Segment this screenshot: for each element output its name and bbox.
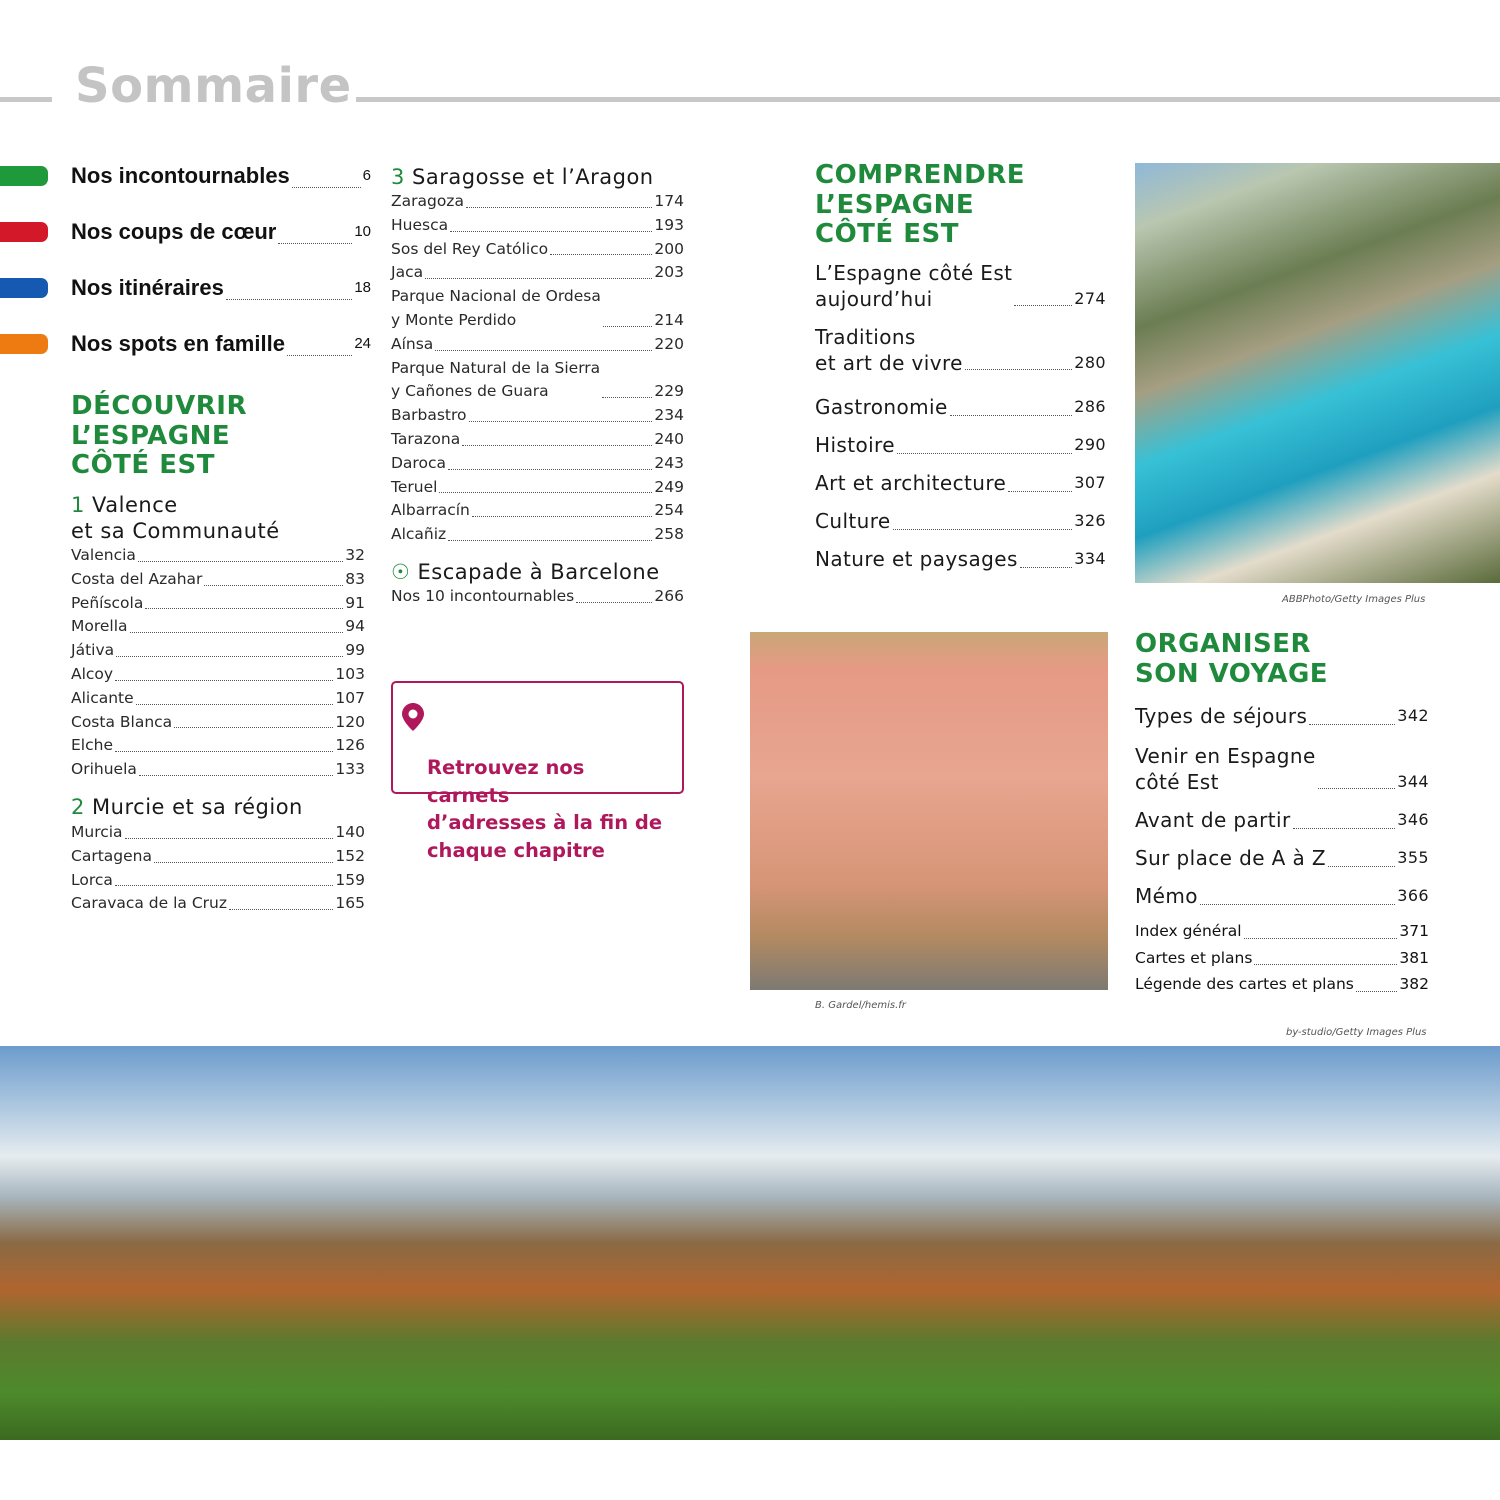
dot-leader xyxy=(435,350,652,351)
chapter-name: Saragosse et l’Aragon xyxy=(404,165,654,189)
chapter-name: Murcie et sa région xyxy=(84,795,303,819)
chapter-3-title xyxy=(391,164,654,190)
photo-palace-facade xyxy=(750,632,1108,990)
toc-entry[interactable] xyxy=(391,190,684,214)
photo-panorama-mallos xyxy=(0,1046,1500,1440)
toc-entry[interactable] xyxy=(391,428,684,452)
escapade-name: Escapade à Barcelone xyxy=(417,560,660,584)
entry-label: Sos del Rey Católico xyxy=(391,239,549,258)
toc-entry[interactable] xyxy=(71,663,365,687)
dot-leader xyxy=(950,415,1073,416)
highlight-entry xyxy=(71,204,371,260)
dot-leader xyxy=(125,838,334,839)
entry-page: 240 xyxy=(654,429,684,448)
entry-label: Parque Nacional de Ordesa y Monte Perdido xyxy=(391,287,601,329)
entry-label: Cartagena xyxy=(71,846,152,865)
entry-label: Parque Natural de la Sierra y Cañones de Guara xyxy=(391,358,601,401)
entry-label: Cartes et plans xyxy=(1135,948,1253,967)
toc-entry[interactable] xyxy=(71,845,365,869)
toc-entry[interactable] xyxy=(71,260,371,316)
toc-entry[interactable] xyxy=(391,404,684,428)
entry-page: 24 xyxy=(354,335,371,352)
entry-label: Nos coups de cœur xyxy=(71,219,277,244)
entry-page: 254 xyxy=(654,501,684,520)
entry-label: Mémo xyxy=(1135,884,1198,908)
section-heading-organiser: ORGANISER SON VOYAGE xyxy=(1135,629,1329,689)
toc-entry[interactable] xyxy=(1135,697,1429,735)
dot-leader xyxy=(115,680,333,681)
dot-leader xyxy=(897,453,1072,454)
toc-entry[interactable] xyxy=(71,734,365,758)
chapter-2-title xyxy=(71,794,303,820)
entry-label: Traditions et art de vivre xyxy=(815,325,963,375)
entry-page: 355 xyxy=(1397,848,1429,867)
entry-label: Costa Blanca xyxy=(71,712,173,731)
toc-entry[interactable] xyxy=(1135,801,1429,839)
dot-leader xyxy=(1244,938,1398,939)
photo-credit-cove: ABBPhoto/Getty Images Plus xyxy=(1282,594,1426,605)
photo-credit-panorama: by-studio/Getty Images Plus xyxy=(1286,1027,1427,1038)
page-title: Sommaire xyxy=(75,58,352,114)
section-heading-comprendre: COMPRENDRE L’ESPAGNE CÔTÉ EST xyxy=(815,160,1026,249)
entry-label: Histoire xyxy=(815,433,895,457)
entry-label: Alcoy xyxy=(71,664,114,683)
entry-page: 103 xyxy=(335,664,365,683)
entry-page: 107 xyxy=(335,688,365,707)
dot-leader xyxy=(229,909,333,910)
entry-page: 342 xyxy=(1397,706,1429,725)
dot-leader xyxy=(448,540,652,541)
toc-entry[interactable] xyxy=(1135,877,1429,915)
entry-label: Teruel xyxy=(391,477,438,496)
entry-page: 220 xyxy=(654,334,684,353)
entry-page: 18 xyxy=(354,279,371,296)
entry-page: 286 xyxy=(1074,397,1106,416)
entry-page: 214 xyxy=(654,310,684,329)
dot-leader xyxy=(116,656,343,657)
entry-page: 6 xyxy=(362,167,371,184)
dot-leader xyxy=(139,775,334,776)
escapade-title xyxy=(391,559,660,585)
entry-label: Alcañiz xyxy=(391,525,447,544)
entry-page: 99 xyxy=(345,641,365,660)
entry-label: Orihuela xyxy=(71,760,137,779)
entry-page: 200 xyxy=(654,239,684,258)
entry-page: 307 xyxy=(1074,473,1106,492)
toc-entry[interactable] xyxy=(815,260,1106,312)
highlight-color-bar xyxy=(0,222,48,242)
toc-entry[interactable] xyxy=(71,711,365,735)
dot-leader xyxy=(448,469,652,470)
dot-leader xyxy=(292,187,361,188)
entry-page: 165 xyxy=(335,894,365,913)
title-rule-left xyxy=(0,97,52,102)
map-pin-icon xyxy=(402,703,424,731)
toc-entry[interactable] xyxy=(71,639,365,663)
entry-page: 280 xyxy=(1074,353,1106,372)
dot-leader xyxy=(1293,828,1396,829)
dot-leader xyxy=(602,397,652,398)
dot-leader xyxy=(1008,491,1072,492)
toc-entry[interactable] xyxy=(815,464,1106,502)
dot-leader xyxy=(174,727,333,728)
entry-label: Culture xyxy=(815,509,891,533)
toc-entry[interactable] xyxy=(391,357,684,405)
entry-page: 203 xyxy=(654,263,684,282)
entry-page: 10 xyxy=(354,223,371,240)
dot-leader xyxy=(226,299,352,300)
entry-label: Nos incontournables xyxy=(71,163,290,188)
toc-entry[interactable] xyxy=(1135,839,1429,877)
organiser-small-list xyxy=(1135,918,1429,998)
dot-leader xyxy=(425,278,652,279)
dot-leader xyxy=(469,421,653,422)
toc-entry[interactable] xyxy=(815,426,1106,464)
highlight-color-bar xyxy=(0,166,48,186)
dot-leader xyxy=(893,529,1073,530)
toc-entry[interactable] xyxy=(1135,743,1429,795)
entry-page: 243 xyxy=(654,453,684,472)
dot-leader xyxy=(550,254,652,255)
toc-entry[interactable] xyxy=(391,333,684,357)
dot-leader xyxy=(154,862,333,863)
dot-leader xyxy=(130,632,344,633)
chapter-1-title xyxy=(71,492,280,544)
entry-label: Zaragoza xyxy=(391,192,464,210)
entry-label: Légende des cartes et plans xyxy=(1135,975,1354,993)
entry-page: 94 xyxy=(345,617,365,636)
entry-page: 120 xyxy=(335,712,365,731)
dot-leader xyxy=(1318,788,1396,789)
dot-leader xyxy=(278,243,352,244)
entry-label: Nos spots en famille xyxy=(71,331,285,356)
entry-label: Barbastro xyxy=(391,406,467,425)
dot-leader xyxy=(965,369,1072,370)
organiser-list xyxy=(1135,697,1429,915)
section-heading-decouvrir: DÉCOUVRIR L’ESPAGNE CÔTÉ EST xyxy=(71,391,247,480)
entry-label: Aínsa xyxy=(391,334,434,353)
photo-coast-cove xyxy=(1135,163,1500,583)
dot-leader xyxy=(1356,991,1398,992)
toc-entry[interactable] xyxy=(71,316,371,372)
entry-label: Nature et paysages xyxy=(815,547,1018,571)
entry-page: 346 xyxy=(1397,810,1429,829)
entry-label: L’Espagne côté Est aujourd’hui xyxy=(815,261,1013,311)
dot-leader xyxy=(1328,866,1395,867)
dot-leader xyxy=(603,326,653,327)
entry-label: Alicante xyxy=(71,688,134,707)
toc-entry[interactable] xyxy=(391,214,684,238)
toc-entry[interactable] xyxy=(71,821,365,845)
entry-label: Venir en Espagne côté Est xyxy=(1135,744,1316,794)
dot-leader xyxy=(145,608,343,609)
entry-page: 159 xyxy=(335,870,365,889)
entry-page: 32 xyxy=(345,546,365,564)
toc-entry[interactable] xyxy=(391,585,684,609)
chapter-number: 3 xyxy=(391,165,405,189)
escapade-icon: ☉ xyxy=(391,560,411,584)
entry-label: Elche xyxy=(71,736,113,755)
dot-leader xyxy=(462,445,652,446)
address-note-box xyxy=(391,681,684,862)
entry-page: 193 xyxy=(654,215,684,234)
toc-entry[interactable] xyxy=(71,544,365,568)
highlight-color-bar xyxy=(0,278,48,298)
entry-label: Tarazona xyxy=(391,429,461,448)
dot-leader xyxy=(204,585,343,586)
entry-label: Sur place de A à Z xyxy=(1135,846,1327,870)
chapter-number: 2 xyxy=(71,795,85,819)
toc-entry[interactable] xyxy=(71,568,365,592)
entry-page: 140 xyxy=(335,823,365,841)
toc-entry[interactable] xyxy=(1135,918,1429,945)
entry-label: Gastronomie xyxy=(815,395,948,419)
toc-entry[interactable] xyxy=(815,388,1106,426)
toc-entry[interactable] xyxy=(391,285,684,333)
entry-label: Morella xyxy=(71,617,128,636)
toc-entry[interactable] xyxy=(391,523,684,547)
entry-page: 344 xyxy=(1397,772,1429,791)
toc-entry[interactable] xyxy=(1135,971,1429,998)
entry-label: Types de séjours xyxy=(1135,704,1308,728)
entry-page: 229 xyxy=(654,382,684,401)
dot-leader xyxy=(466,207,652,208)
dot-leader xyxy=(1200,904,1395,905)
toc-entry[interactable] xyxy=(71,869,365,893)
entry-page: 274 xyxy=(1074,289,1106,308)
toc-entry[interactable] xyxy=(71,204,371,260)
title-rule-right xyxy=(356,97,1500,102)
toc-entry[interactable] xyxy=(71,892,365,916)
toc-entry[interactable] xyxy=(815,502,1106,540)
entry-label: Costa del Azahar xyxy=(71,569,203,588)
entry-label: Valencia xyxy=(71,546,136,564)
toc-entry[interactable] xyxy=(71,592,365,616)
toc-entry[interactable] xyxy=(71,615,365,639)
toc-entry[interactable] xyxy=(391,238,684,262)
entry-label: Albarracín xyxy=(391,501,470,520)
entry-page: 249 xyxy=(654,477,684,496)
entry-label: Index général xyxy=(1135,922,1242,940)
dot-leader xyxy=(287,355,352,356)
entry-label: Art et architecture xyxy=(815,471,1007,495)
entry-page: 382 xyxy=(1399,975,1429,993)
entry-page: 266 xyxy=(654,587,684,605)
entry-label: Daroca xyxy=(391,453,446,472)
address-note-text: Retrouvez nos carnets d’adresses à la fin de chaque chapitre xyxy=(427,756,663,862)
toc-entry[interactable] xyxy=(71,758,365,782)
entry-page: 366 xyxy=(1397,886,1429,905)
entry-page: 326 xyxy=(1074,511,1106,530)
dot-leader xyxy=(450,231,652,232)
highlight-entry xyxy=(71,260,371,316)
chapter-number: 1 xyxy=(71,493,85,517)
dot-leader xyxy=(136,704,334,705)
entry-page: 174 xyxy=(654,192,684,210)
entry-label: Játiva xyxy=(71,641,115,660)
dot-leader xyxy=(138,561,343,562)
toc-entry[interactable] xyxy=(391,261,684,285)
toc-entry[interactable] xyxy=(815,324,1106,376)
escapade-list xyxy=(391,585,684,609)
dot-leader xyxy=(472,516,653,517)
entry-page: 371 xyxy=(1399,922,1429,940)
entry-page: 334 xyxy=(1074,549,1106,568)
toc-entry[interactable] xyxy=(391,476,684,500)
entry-page: 126 xyxy=(335,736,365,755)
entry-page: 290 xyxy=(1074,435,1106,454)
chapter-name: Valence et sa Communauté xyxy=(71,493,280,543)
entry-page: 83 xyxy=(345,569,365,588)
entry-label: Caravaca de la Cruz xyxy=(71,894,227,913)
entry-label: Lorca xyxy=(71,870,113,889)
dot-leader xyxy=(115,885,334,886)
photo-credit-palace: B. Gardel/hemis.fr xyxy=(815,1000,906,1011)
entry-label: Avant de partir xyxy=(1135,808,1291,832)
entry-label: Nos 10 incontournables xyxy=(391,587,575,605)
dot-leader xyxy=(115,751,333,752)
entry-label: Peñíscola xyxy=(71,593,144,612)
entry-label: Jaca xyxy=(391,263,424,282)
dot-leader xyxy=(1309,724,1395,725)
highlight-entry xyxy=(71,148,371,204)
toc-entry[interactable] xyxy=(71,148,371,204)
highlight-entry xyxy=(71,316,371,372)
toc-entry[interactable] xyxy=(391,499,684,523)
highlight-color-bar xyxy=(0,334,48,354)
toc-entry[interactable] xyxy=(1135,945,1429,972)
dot-leader xyxy=(1020,567,1072,568)
entry-page: 152 xyxy=(335,846,365,865)
toc-entry[interactable] xyxy=(391,452,684,476)
dot-leader xyxy=(1254,964,1397,965)
entry-page: 234 xyxy=(654,406,684,425)
dot-leader xyxy=(576,602,652,603)
entry-page: 91 xyxy=(345,593,365,612)
dot-leader xyxy=(1014,305,1072,306)
entry-label: Huesca xyxy=(391,215,449,234)
chapter-3-list xyxy=(391,190,684,547)
toc-entry[interactable] xyxy=(815,540,1106,578)
dot-leader xyxy=(439,492,652,493)
entry-page: 133 xyxy=(335,760,365,779)
entry-page: 381 xyxy=(1399,948,1429,967)
comprendre-list xyxy=(815,260,1106,578)
entry-label: Murcia xyxy=(71,823,123,841)
chapter-2-list xyxy=(71,821,365,916)
toc-entry[interactable] xyxy=(71,687,365,711)
entry-page: 258 xyxy=(654,525,684,544)
chapter-1-list xyxy=(71,544,365,782)
entry-label: Nos itinéraires xyxy=(71,275,224,300)
